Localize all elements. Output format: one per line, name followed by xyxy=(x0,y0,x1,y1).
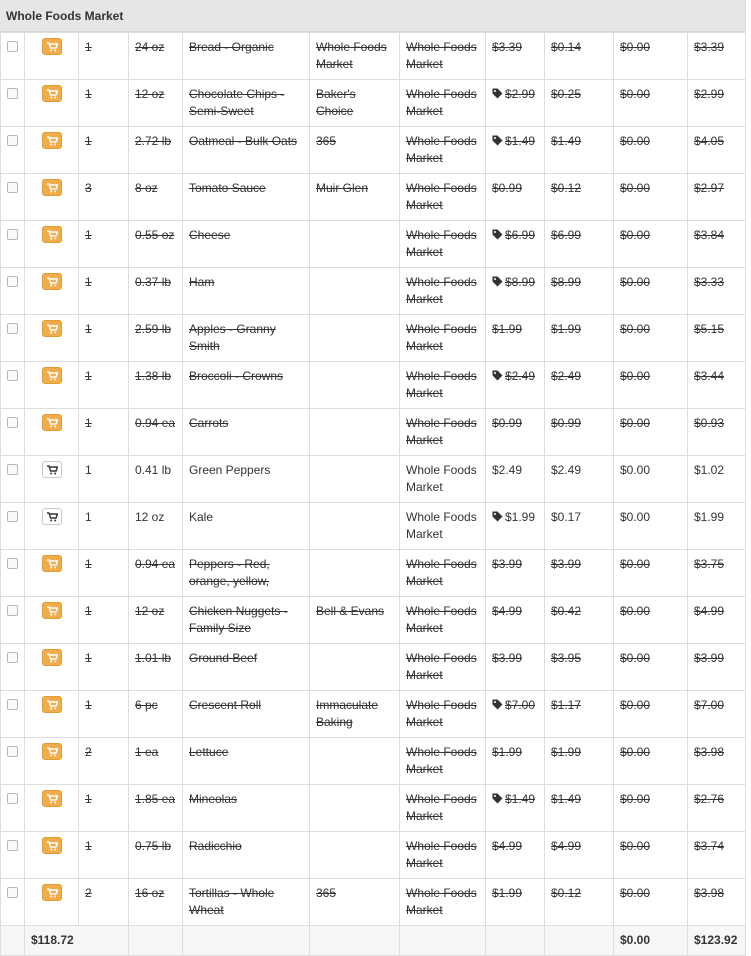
shopping-list-table xyxy=(0,32,746,956)
price-value: $4.99 xyxy=(492,604,523,618)
brand-cell xyxy=(310,268,400,315)
brand-cell: Muir Glen xyxy=(310,174,400,221)
size-cell[interactable]: 12 oz xyxy=(129,597,183,644)
line-total-cell: $7.00 xyxy=(688,691,746,738)
cart-toggle-button[interactable] xyxy=(42,85,62,102)
brand-cell xyxy=(310,362,400,409)
price-value: $8.99 xyxy=(505,275,536,289)
price-value: $3.39 xyxy=(492,40,523,54)
item-name-cell[interactable]: Mineolas xyxy=(183,785,310,832)
price-cell[interactable] xyxy=(486,785,545,832)
quantity-cell[interactable]: 1 xyxy=(79,691,129,738)
quantity-cell[interactable]: 1 xyxy=(79,127,129,174)
list-item-row xyxy=(1,550,746,597)
select-checkbox[interactable] xyxy=(7,41,18,52)
price-tag-icon xyxy=(492,134,503,151)
store-group-header xyxy=(0,0,745,32)
subtotal-value: $118.72 xyxy=(25,926,129,956)
discount-total-value: $0.00 xyxy=(614,926,688,956)
line-total-cell: $2.99 xyxy=(688,80,746,127)
unit-price-cell: $0.12 xyxy=(545,879,614,926)
select-checkbox[interactable] xyxy=(7,746,18,757)
price-value: $2.99 xyxy=(505,87,536,101)
quantity-cell[interactable]: 1 xyxy=(79,832,129,879)
line-total-cell: $3.44 xyxy=(688,362,746,409)
store-cell: Whole Foods Market xyxy=(400,174,486,221)
item-name-cell[interactable]: Bread - Organic xyxy=(183,33,310,80)
cart-toggle-button[interactable] xyxy=(42,508,62,525)
size-cell[interactable]: 12 oz xyxy=(129,80,183,127)
store-cell: Whole Foods Market xyxy=(400,644,486,691)
size-cell[interactable]: 12 oz xyxy=(129,503,183,550)
size-cell[interactable]: 0.94 ea xyxy=(129,550,183,597)
price-cell[interactable] xyxy=(486,80,545,127)
item-name-cell[interactable]: Chocolate Chips - Semi-Sweet xyxy=(183,80,310,127)
store-cell: Whole Foods Market xyxy=(400,315,486,362)
cart-toggle-button[interactable] xyxy=(42,837,62,854)
unit-price-cell: $0.17 xyxy=(545,503,614,550)
select-checkbox[interactable] xyxy=(7,699,18,710)
cart-toggle-button[interactable] xyxy=(42,273,62,290)
unit-price-cell: $1.99 xyxy=(545,315,614,362)
item-name-cell[interactable]: Tomato Sauce xyxy=(183,174,310,221)
size-cell[interactable]: 0.94 ea xyxy=(129,409,183,456)
quantity-cell[interactable]: 2 xyxy=(79,879,129,926)
cart-toggle-button[interactable] xyxy=(42,649,62,666)
size-cell[interactable]: 0.55 oz xyxy=(129,221,183,268)
price-value: $1.49 xyxy=(505,792,536,806)
brand-cell xyxy=(310,785,400,832)
select-checkbox[interactable] xyxy=(7,840,18,851)
item-name-cell[interactable]: Lettuce xyxy=(183,738,310,785)
store-cell: Whole Foods Market xyxy=(400,33,486,80)
item-name-cell[interactable]: Ham xyxy=(183,268,310,315)
brand-cell xyxy=(310,738,400,785)
price-cell[interactable] xyxy=(486,832,545,879)
price-tag-icon xyxy=(492,792,503,809)
quantity-cell[interactable]: 3 xyxy=(79,174,129,221)
price-cell[interactable] xyxy=(486,597,545,644)
item-name-cell[interactable]: Chicken Nuggets - Family Size xyxy=(183,597,310,644)
unit-price-cell: $0.25 xyxy=(545,80,614,127)
quantity-cell[interactable]: 1 xyxy=(79,785,129,832)
select-checkbox[interactable] xyxy=(7,229,18,240)
cart-toggle-button[interactable] xyxy=(42,555,62,572)
cart-toggle-button[interactable] xyxy=(42,179,62,196)
price-value: $0.99 xyxy=(492,416,523,430)
list-item-row xyxy=(1,80,746,127)
price-cell[interactable] xyxy=(486,33,545,80)
price-value: $1.99 xyxy=(492,322,523,336)
discount-cell: $0.00 xyxy=(614,221,688,268)
cart-toggle-button[interactable] xyxy=(42,414,62,431)
store-cell: Whole Foods Market xyxy=(400,268,486,315)
item-name-cell[interactable]: Cheese xyxy=(183,221,310,268)
price-value: $1.49 xyxy=(505,134,536,148)
brand-cell: Whole Foods Market xyxy=(310,33,400,80)
unit-price-cell: $1.17 xyxy=(545,691,614,738)
brand-cell xyxy=(310,832,400,879)
price-value: $1.99 xyxy=(505,510,536,524)
price-cell[interactable] xyxy=(486,550,545,597)
list-item-row xyxy=(1,644,746,691)
discount-cell: $0.00 xyxy=(614,315,688,362)
list-item-row xyxy=(1,221,746,268)
discount-cell: $0.00 xyxy=(614,127,688,174)
quantity-cell[interactable]: 1 xyxy=(79,409,129,456)
list-item-row xyxy=(1,409,746,456)
line-total-cell: $2.76 xyxy=(688,785,746,832)
brand-cell xyxy=(310,221,400,268)
discount-cell: $0.00 xyxy=(614,268,688,315)
item-name-cell[interactable]: Ground Beef xyxy=(183,644,310,691)
price-tag-icon xyxy=(492,698,503,715)
discount-cell: $0.00 xyxy=(614,738,688,785)
item-name-cell[interactable]: Apples - Granny Smith xyxy=(183,315,310,362)
size-cell[interactable]: 0.75 lb xyxy=(129,832,183,879)
price-cell[interactable] xyxy=(486,644,545,691)
unit-price-cell: $4.99 xyxy=(545,832,614,879)
price-value: $2.49 xyxy=(505,369,536,383)
store-cell: Whole Foods Market xyxy=(400,409,486,456)
cart-toggle-button[interactable] xyxy=(42,226,62,243)
store-cell: Whole Foods Market xyxy=(400,503,486,550)
quantity-cell[interactable]: 1 xyxy=(79,80,129,127)
item-name-cell[interactable]: Crescent Roll xyxy=(183,691,310,738)
store-cell: Whole Foods Market xyxy=(400,597,486,644)
unit-price-cell: $0.14 xyxy=(545,33,614,80)
cart-toggle-button[interactable] xyxy=(42,461,62,478)
line-total-cell: $4.05 xyxy=(688,127,746,174)
quantity-cell[interactable]: 1 xyxy=(79,315,129,362)
list-item-row xyxy=(1,879,746,926)
discount-cell: $0.00 xyxy=(614,832,688,879)
select-checkbox[interactable] xyxy=(7,370,18,381)
size-cell[interactable]: 0.37 lb xyxy=(129,268,183,315)
price-tag-icon xyxy=(492,87,503,104)
list-item-row xyxy=(1,832,746,879)
price-cell[interactable] xyxy=(486,456,545,503)
quantity-cell[interactable]: 1 xyxy=(79,221,129,268)
select-checkbox[interactable] xyxy=(7,323,18,334)
line-total-cell: $5.15 xyxy=(688,315,746,362)
discount-cell: $0.00 xyxy=(614,456,688,503)
unit-price-cell: $3.99 xyxy=(545,550,614,597)
unit-price-cell: $1.99 xyxy=(545,738,614,785)
brand-cell: 365 xyxy=(310,127,400,174)
brand-cell xyxy=(310,409,400,456)
brand-cell xyxy=(310,644,400,691)
discount-cell: $0.00 xyxy=(614,409,688,456)
size-cell[interactable]: 16 oz xyxy=(129,879,183,926)
price-cell[interactable] xyxy=(486,268,545,315)
discount-cell: $0.00 xyxy=(614,644,688,691)
item-name-cell[interactable]: Oatmeal - Bulk Oats xyxy=(183,127,310,174)
select-checkbox[interactable] xyxy=(7,511,18,522)
item-name-cell[interactable]: Broccoli - Crowns xyxy=(183,362,310,409)
store-cell: Whole Foods Market xyxy=(400,362,486,409)
price-value: $6.99 xyxy=(505,228,536,242)
list-item-row xyxy=(1,691,746,738)
discount-cell: $0.00 xyxy=(614,879,688,926)
size-cell[interactable]: 1.38 lb xyxy=(129,362,183,409)
select-checkbox[interactable] xyxy=(7,558,18,569)
unit-price-cell: $6.99 xyxy=(545,221,614,268)
price-value: $7.00 xyxy=(505,698,536,712)
brand-cell: Baker's Choice xyxy=(310,80,400,127)
list-item-row xyxy=(1,738,746,785)
list-item-row xyxy=(1,174,746,221)
unit-price-cell: $0.12 xyxy=(545,174,614,221)
price-value: $0.99 xyxy=(492,181,523,195)
line-total-cell: $3.99 xyxy=(688,644,746,691)
select-checkbox[interactable] xyxy=(7,182,18,193)
quantity-cell[interactable]: 1 xyxy=(79,268,129,315)
list-item-row xyxy=(1,785,746,832)
size-cell[interactable]: 0.41 lb xyxy=(129,456,183,503)
price-value: $3.99 xyxy=(492,651,523,665)
unit-price-cell: $8.99 xyxy=(545,268,614,315)
item-name-cell[interactable]: Kale xyxy=(183,503,310,550)
store-group-title: Whole Foods Market xyxy=(6,8,124,23)
quantity-cell[interactable]: 1 xyxy=(79,33,129,80)
list-item-row xyxy=(1,315,746,362)
store-cell: Whole Foods Market xyxy=(400,832,486,879)
grand-total-value: $123.92 xyxy=(688,926,746,956)
store-cell: Whole Foods Market xyxy=(400,738,486,785)
store-cell: Whole Foods Market xyxy=(400,221,486,268)
select-checkbox[interactable] xyxy=(7,88,18,99)
totals-row xyxy=(1,926,746,956)
item-name-cell[interactable]: Carrots xyxy=(183,409,310,456)
cart-toggle-button[interactable] xyxy=(42,38,62,55)
unit-price-cell: $1.49 xyxy=(545,127,614,174)
discount-cell: $0.00 xyxy=(614,691,688,738)
discount-cell: $0.00 xyxy=(614,362,688,409)
store-cell: Whole Foods Market xyxy=(400,127,486,174)
unit-price-cell: $3.95 xyxy=(545,644,614,691)
discount-cell: $0.00 xyxy=(614,503,688,550)
item-name-cell[interactable]: Radicchio xyxy=(183,832,310,879)
quantity-cell[interactable]: 2 xyxy=(79,738,129,785)
line-total-cell: $3.74 xyxy=(688,832,746,879)
price-cell[interactable] xyxy=(486,503,545,550)
price-cell[interactable] xyxy=(486,362,545,409)
price-cell[interactable] xyxy=(486,315,545,362)
list-item-row xyxy=(1,127,746,174)
price-cell[interactable] xyxy=(486,174,545,221)
price-tag-icon xyxy=(492,228,503,245)
brand-cell xyxy=(310,315,400,362)
cart-toggle-button[interactable] xyxy=(42,743,62,760)
list-item-row xyxy=(1,503,746,550)
line-total-cell: $1.99 xyxy=(688,503,746,550)
unit-price-cell: $1.49 xyxy=(545,785,614,832)
price-tag-icon xyxy=(492,510,503,527)
price-cell[interactable] xyxy=(486,127,545,174)
store-cell: Whole Foods Market xyxy=(400,879,486,926)
line-total-cell: $3.98 xyxy=(688,738,746,785)
brand-cell: Bell & Evans xyxy=(310,597,400,644)
brand-cell: Immaculate Baking xyxy=(310,691,400,738)
cart-toggle-button[interactable] xyxy=(42,696,62,713)
discount-cell: $0.00 xyxy=(614,174,688,221)
cart-toggle-button[interactable] xyxy=(42,602,62,619)
quantity-cell[interactable]: 1 xyxy=(79,456,129,503)
line-total-cell: $3.39 xyxy=(688,33,746,80)
list-item-row xyxy=(1,597,746,644)
select-checkbox[interactable] xyxy=(7,464,18,475)
store-cell: Whole Foods Market xyxy=(400,691,486,738)
cart-toggle-button[interactable] xyxy=(42,367,62,384)
brand-cell xyxy=(310,503,400,550)
price-cell[interactable] xyxy=(486,691,545,738)
size-cell[interactable]: 6 pc xyxy=(129,691,183,738)
quantity-cell[interactable]: 1 xyxy=(79,644,129,691)
select-checkbox[interactable] xyxy=(7,605,18,616)
price-value: $1.99 xyxy=(492,745,523,759)
line-total-cell: $2.97 xyxy=(688,174,746,221)
item-name-cell[interactable]: Green Peppers xyxy=(183,456,310,503)
select-checkbox[interactable] xyxy=(7,417,18,428)
size-cell[interactable]: 1.85 ea xyxy=(129,785,183,832)
discount-cell: $0.00 xyxy=(614,550,688,597)
price-cell[interactable] xyxy=(486,409,545,456)
line-total-cell: $4.99 xyxy=(688,597,746,644)
price-cell[interactable] xyxy=(486,879,545,926)
line-total-cell: $3.98 xyxy=(688,879,746,926)
unit-price-cell: $0.42 xyxy=(545,597,614,644)
brand-cell xyxy=(310,550,400,597)
store-cell: Whole Foods Market xyxy=(400,550,486,597)
cart-toggle-button[interactable] xyxy=(42,320,62,337)
unit-price-cell: $2.49 xyxy=(545,362,614,409)
line-total-cell: $0.93 xyxy=(688,409,746,456)
cart-toggle-button[interactable] xyxy=(42,884,62,901)
store-cell: Whole Foods Market xyxy=(400,785,486,832)
price-cell[interactable] xyxy=(486,738,545,785)
select-checkbox[interactable] xyxy=(7,135,18,146)
cart-toggle-button[interactable] xyxy=(42,132,62,149)
cart-toggle-button[interactable] xyxy=(42,790,62,807)
store-cell: Whole Foods Market xyxy=(400,456,486,503)
select-checkbox[interactable] xyxy=(7,276,18,287)
select-checkbox[interactable] xyxy=(7,652,18,663)
select-checkbox[interactable] xyxy=(7,887,18,898)
store-cell: Whole Foods Market xyxy=(400,80,486,127)
price-tag-icon xyxy=(492,369,503,386)
size-cell[interactable]: 8 oz xyxy=(129,174,183,221)
unit-price-cell: $0.99 xyxy=(545,409,614,456)
list-item-row xyxy=(1,362,746,409)
size-cell[interactable]: 1 ea xyxy=(129,738,183,785)
discount-cell: $0.00 xyxy=(614,80,688,127)
price-value: $3.99 xyxy=(492,557,523,571)
item-name-cell[interactable]: Tortillas - Whole Wheat xyxy=(183,879,310,926)
price-value: $2.49 xyxy=(492,463,523,477)
brand-cell: 365 xyxy=(310,879,400,926)
discount-cell: $0.00 xyxy=(614,597,688,644)
discount-cell: $0.00 xyxy=(614,33,688,80)
price-value: $1.99 xyxy=(492,886,523,900)
line-total-cell: $3.33 xyxy=(688,268,746,315)
price-cell[interactable] xyxy=(486,221,545,268)
quantity-cell[interactable]: 1 xyxy=(79,597,129,644)
line-total-cell: $3.84 xyxy=(688,221,746,268)
quantity-cell[interactable]: 1 xyxy=(79,362,129,409)
quantity-cell[interactable]: 1 xyxy=(79,503,129,550)
brand-cell xyxy=(310,456,400,503)
price-value: $4.99 xyxy=(492,839,523,853)
quantity-cell[interactable]: 1 xyxy=(79,550,129,597)
select-checkbox[interactable] xyxy=(7,793,18,804)
size-cell[interactable]: 24 oz xyxy=(129,33,183,80)
size-cell[interactable]: 2.72 lb xyxy=(129,127,183,174)
line-total-cell: $1.02 xyxy=(688,456,746,503)
size-cell[interactable]: 1.01 lb xyxy=(129,644,183,691)
size-cell[interactable]: 2.59 lb xyxy=(129,315,183,362)
list-item-row xyxy=(1,268,746,315)
item-name-cell[interactable]: Peppers - Red, orange, yellow, xyxy=(183,550,310,597)
line-total-cell: $3.75 xyxy=(688,550,746,597)
unit-price-cell: $2.49 xyxy=(545,456,614,503)
list-item-row xyxy=(1,456,746,503)
discount-cell: $0.00 xyxy=(614,785,688,832)
list-item-row xyxy=(1,33,746,80)
price-tag-icon xyxy=(492,275,503,292)
